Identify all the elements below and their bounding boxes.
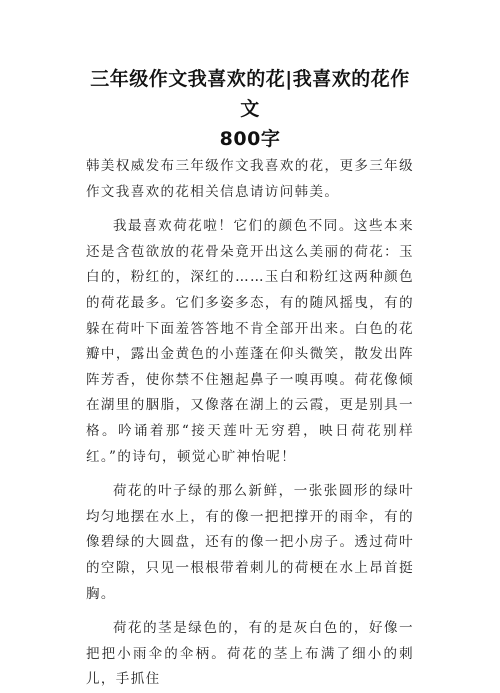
document-title xyxy=(86,64,414,154)
body-paragraph: 荷花的叶子绿的那么新鲜，一张张圆形的绿叶均匀地摆在水上，有的像一把把撑开的雨伞，有的像碧绿的大圆盘，还有的像一把小房子。透过荷叶的空隙，只见一根根带着刺儿的荷梗在水上昂首挺胸。 xyxy=(86,483,414,602)
body-paragraph: 我最喜欢荷花啦！它们的颜色不同。这些本来还是含苞欲放的花骨朵竟开出这么美丽的荷花：玉白的，粉红的，深红的……玉白和粉红这两种颜色的荷花最多。它们多姿多态，有的随风摇曳，有的躲在荷叶下面羞答答地不肯全部开出来。白色的花瓣中，露出金黄色的小莲蓬在仰头微笑，散发出阵阵芳香，使你禁不住翘起鼻子一嗅再嗅。荷花像倾在湖里的胭脂，又像落在湖上的云霞，更是别具一格。吟诵着那“接天莲叶无穷碧，映日荷花别样红。”的诗句，顿觉心旷神怡呢！ xyxy=(86,218,414,465)
title-line-2: 800字 xyxy=(219,128,281,150)
intro-paragraph: 韩美权威发布三年级作文我喜欢的花，更多三年级作文我喜欢的花相关信息请访问韩美。 xyxy=(86,158,414,200)
title-line-1: 三年级作文我喜欢的花|我喜欢的花作文 xyxy=(90,68,410,120)
body-paragraph: 荷花的茎是绿色的，有的是灰白色的，好像一把把小雨伞的伞柄。荷花的茎上布满了细小的刺儿，手抓住 xyxy=(86,620,414,688)
